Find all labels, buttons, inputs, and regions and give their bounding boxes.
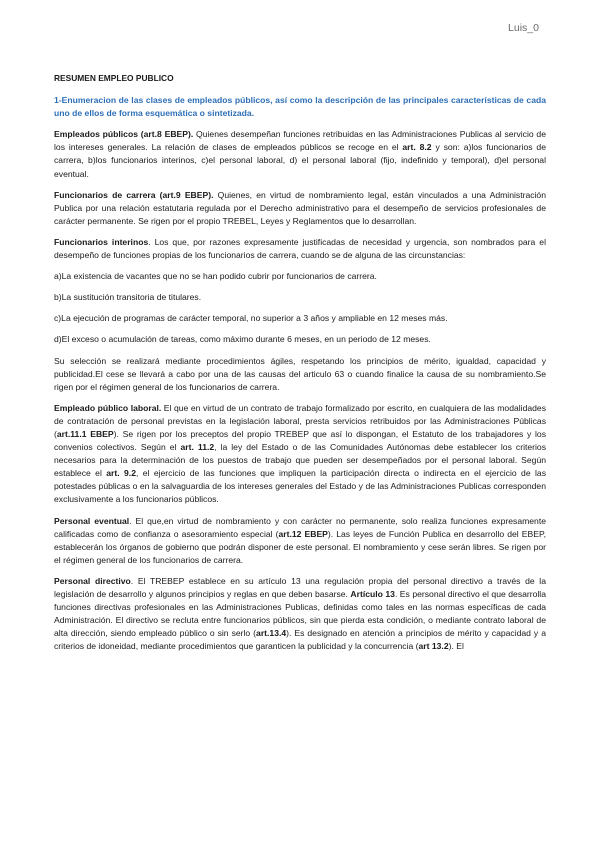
paragraph-empleado-laboral [54, 402, 546, 507]
article-ref: art. 8.2 [402, 142, 432, 153]
article-ref: art 13.2 [418, 641, 449, 652]
text-span: ). Las leyes de Función Publica en desarrollo del EBEP, establecerán los órganos de gobierno que podrán disponer de este personal. El nombramiento y cese serán libres. Se rigen por el régimen general de los funcionarios de carrera. [54, 528, 546, 565]
term-funcionarios-carrera: Funcionarios de carrera (art.9 EBEP). [54, 189, 214, 200]
paragraph-funcionarios-interinos [54, 236, 546, 262]
paragraph-funcionarios-carrera [54, 189, 546, 228]
document-title: RESUMEN EMPLEO PUBLICO [54, 73, 174, 83]
list-item: b)La sustitución transitoria de titulares. [54, 292, 202, 303]
text-span: ). El [448, 641, 464, 652]
text-span: Quienes, en virtud de nombramiento legal, están vinculados a una Administración Publica por una relación estatutaria regulada por el Derecho administrativo para el desempeño de servicios profesionales de carácter permanente. Se rigen por el propio TREBEL, Leyes y Reglamentos que lo desarrollan. [54, 189, 546, 226]
article-ref: art.12 EBEP [278, 528, 328, 539]
list-item: c)La ejecución de programas de carácter temporal, no superior a 3 años y ampliable en 12 meses más. [54, 313, 448, 324]
header-author: Luis_0 [508, 22, 539, 34]
paragraph-empleados-publicos [54, 128, 546, 180]
text-span: . El que,en virtud de nombramiento y con carácter no permanente, solo realiza funciones expresamente calificadas como de confianza o asesoramiento especial ( [54, 515, 546, 539]
text-span: El que en virtud de un contrato de trabajo formalizado por escrito, en cualquiera de las modalidades de contratación de personal previstas en la legislación laboral, presta servicios retribuidos por las Administraciones Públicas ( [54, 402, 546, 439]
text-span: ). Se rigen por los preceptos del propio TREBEP que así lo dispongan, el Estatuto de los trabajadores y los convenios colectivos. Según el [54, 428, 547, 453]
term-personal-eventual: Personal eventual [54, 515, 130, 526]
text-span: , el ejercicio de las funciones que impliquen la participación directa o indirecta en el ejercicio de las potestades públicas o en la salvaguardia de los intereses generales del Estado y de las Administraciones Publicas corresponden exclusivamente a los funcionarios públicos. [54, 468, 546, 505]
text-span: . Es personal directivo el que desarrolla funciones directivas profesionales en las Administraciones Publicas, definidas como tales en las normas específicas de cada Administración. El directivo se recluta entre funcionarios públicos, sin que pierda esta condición, o mediante contrato laboral de alta dirección, siendo empleado público o sin serlo ( [54, 589, 546, 639]
term-personal-directivo: Personal directivo [54, 575, 131, 586]
text-span: y son: a)los funcionarios de carrera, b)los funcionarios interinos, c)el personal laboral, d) el personal laboral (fijo, indefinido y temporal), d)el personal eventual. [54, 142, 546, 179]
paragraph-seleccion: Su selección se realizará mediante procedimientos ágiles, respetando los principios de mérito, igualdad, capacidad y publicidad.El cese se llevará a cabo por una de las causas del articulo 63 o cuando finalice la causa de su nombramiento.Se rigen por el régimen general de los funcionarios de carrera. [54, 355, 546, 392]
term-empleados-publicos: Empleados públicos (art.8 EBEP). [54, 129, 194, 140]
article-ref: art. 11.2 [180, 442, 215, 453]
term-funcionarios-interinos: Funcionarios interinos [54, 236, 149, 247]
article-ref: Artículo 13 [350, 589, 395, 599]
text-span: , la ley del Estado o de las Comunidades Autónomas debe establecer los criterios necesarios para la determinación de los puestos de trabajo que pueden ser desempeñados por el personal laboral. Según establece el [54, 442, 546, 479]
text-span: . Los que, por razones expresamente justificadas de necesidad y urgencia, son nombrados para el desempeño de funciones propias de los funcionarios de carrera, cuando se de alguna de las circunstancias: [54, 236, 546, 261]
text-span: . El TREBEP establece en su artículo 13 una regulación propia del personal directivo a través de la legislación de desarrollo y algunos principios y reglas en que deben basarse. [54, 575, 546, 599]
list-item: a)La existencia de vacantes que no se han podido cubrir por funcionarios de carrera. [54, 271, 377, 282]
article-ref: art. 9.2 [106, 468, 136, 479]
article-ref: art.13.4 [256, 628, 287, 639]
paragraph-personal-directivo [54, 575, 546, 654]
term-empleado-laboral: Empleado público laboral. [54, 402, 162, 413]
section-heading: 1-Enumeracion de las clases de empleados públicos, así como la descripción de las principales características de cada uno de ellos de forma esquemática o sintetizada. [54, 95, 546, 119]
list-item: d)El exceso o acumulación de tareas, como máximo durante 6 meses, en un periodo de 12 meses. [54, 334, 431, 345]
article-ref: art.11.1 EBEP [56, 428, 114, 439]
paragraph-personal-eventual [54, 515, 546, 567]
text-span: Quienes desempeñan funciones retribuidas en las Administraciones Publicas al servicio de los intereses generales. La relación de clases de empleados públicos se recoge en el [54, 129, 546, 153]
text-span: ). Es designado en atención a principios de mérito y capacidad y a criterios de idoneidad, mediante procedimientos que garanticen la publicidad y la concurrencia ( [54, 628, 546, 652]
document-body [54, 72, 546, 661]
